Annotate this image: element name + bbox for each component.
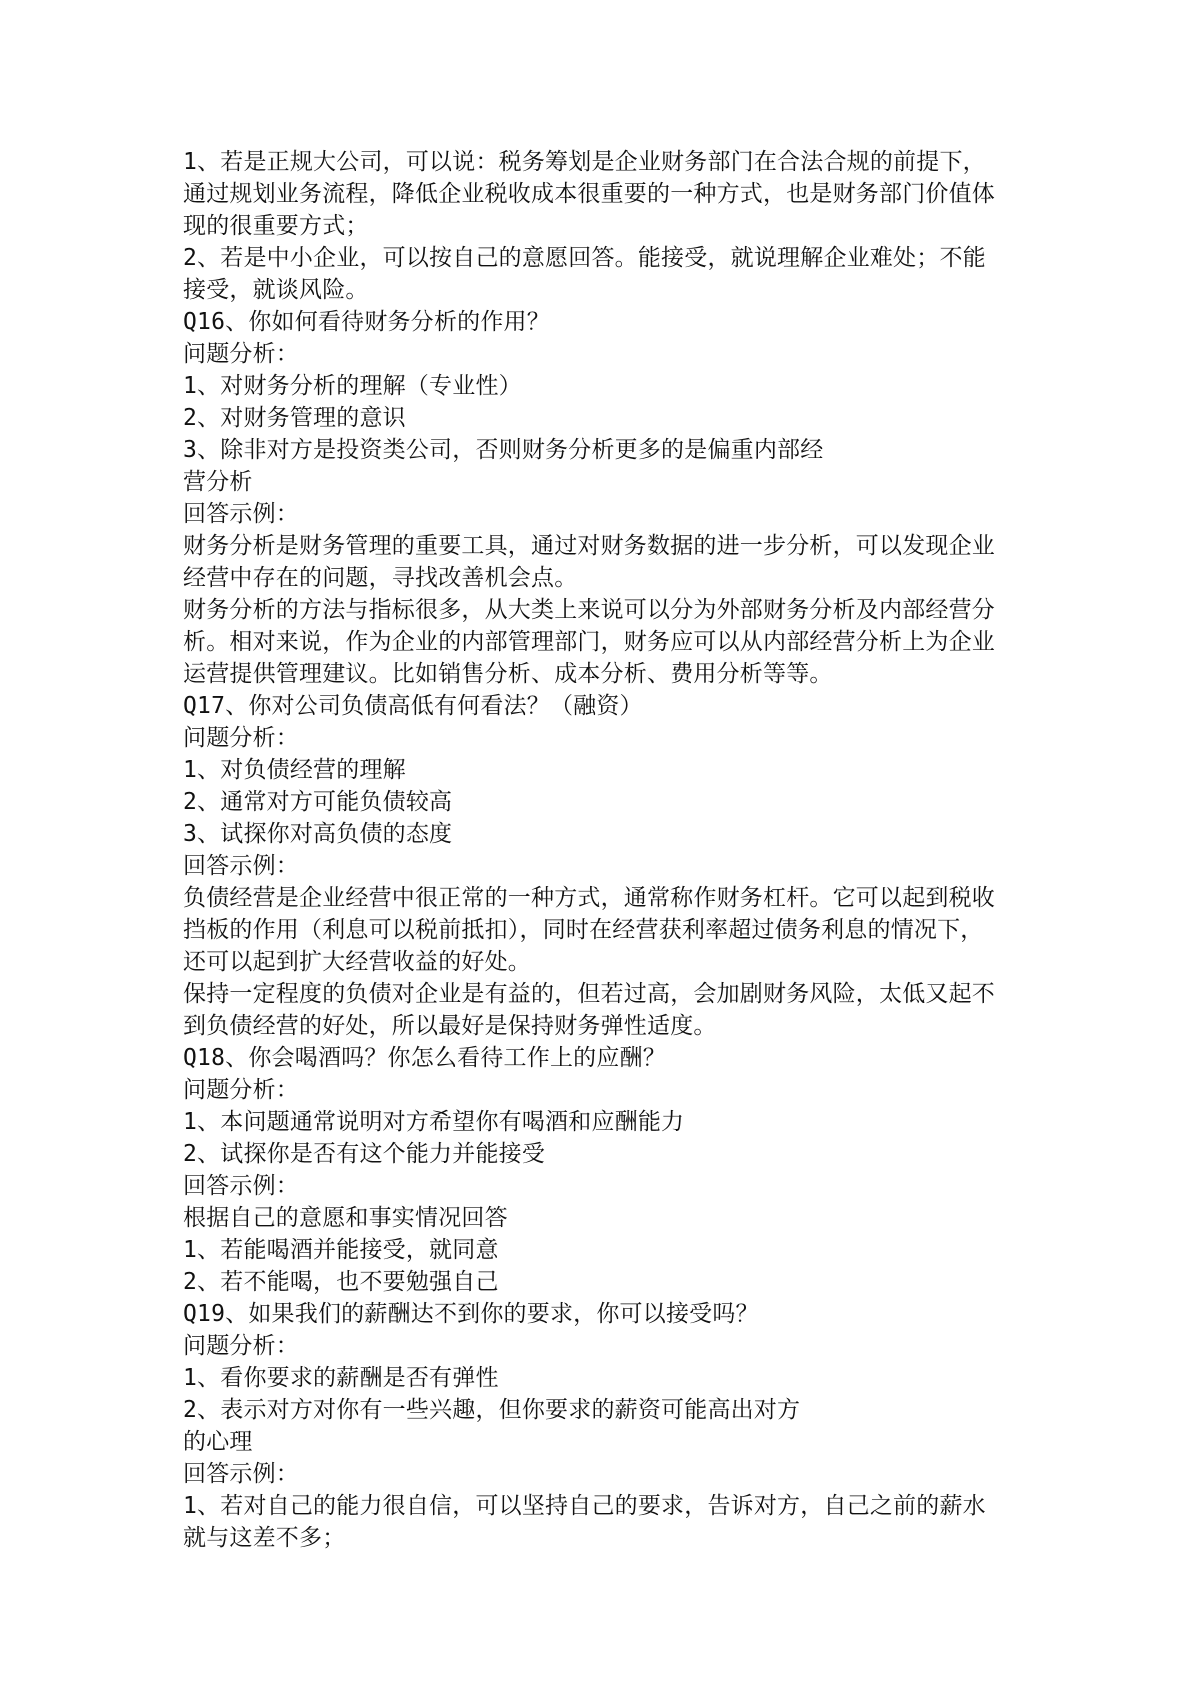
text-line: 1、若能喝酒并能接受，就同意 [183,1237,499,1263]
section-label: 问题分析： [183,1077,299,1103]
text-line: 营分析 [183,469,253,495]
document-body [183,146,1033,1554]
text-line: 3、试探你对高负债的态度 [183,821,453,847]
section-label: 回答示例： [183,1461,299,1487]
text-line: 运营提供管理建议。比如销售分析、成本分析、费用分析等等。 [183,661,833,687]
text-line: 2、试探你是否有这个能力并能接受 [183,1141,546,1167]
question-heading: Q17、你对公司负债高低有何看法？（融资） [183,693,643,719]
text-line: 财务分析的方法与指标很多，从大类上来说可以分为外部财务分析及内部经营分 [183,597,995,623]
text-line: 接受，就谈风险。 [183,277,369,303]
section-label: 回答示例： [183,1173,299,1199]
question-heading: Q18、你会喝酒吗？你怎么看待工作上的应酬？ [183,1045,666,1071]
text-line: 2、表示对方对你有一些兴趣，但你要求的薪资可能高出对方 [183,1397,801,1423]
text-line: 3、除非对方是投资类公司，否则财务分析更多的是偏重内部经 [183,437,824,463]
text-line: 负债经营是企业经营中很正常的一种方式，通常称作财务杠杆。它可以起到税收 [183,885,995,911]
section-label: 回答示例： [183,501,299,527]
text-line: 1、本问题通常说明对方希望你有喝酒和应酬能力 [183,1109,685,1135]
text-line: 还可以起到扩大经营收益的好处。 [183,949,531,975]
text-line: 2、若不能喝，也不要勉强自己 [183,1269,499,1295]
text-line: 2、通常对方可能负债较高 [183,789,453,815]
text-line: 2、对财务管理的意识 [183,405,406,431]
section-label: 问题分析： [183,341,299,367]
section-label: 问题分析： [183,725,299,751]
text-line: 析。相对来说，作为企业的内部管理部门，财务应可以从内部经营分析上为企业 [183,629,995,655]
text-line: 现的很重要方式； [183,213,369,239]
text-line: 1、若是正规大公司，可以说：税务筹划是企业财务部门在合法合规的前提下， [183,149,986,175]
text-line: 就与这差不多； [183,1525,346,1551]
text-line: 挡板的作用（利息可以税前抵扣），同时在经营获利率超过债务利息的情况下， [183,917,984,943]
text-line: 财务分析是财务管理的重要工具，通过对财务数据的进一步分析，可以发现企业 [183,533,995,559]
text-line: 2、若是中小企业，可以按自己的意愿回答。能接受，就说理解企业难处；不能 [183,245,986,271]
text-line: 根据自己的意愿和事实情况回答 [183,1205,508,1231]
text-line: 1、若对自己的能力很自信，可以坚持自己的要求，告诉对方，自己之前的薪水 [183,1493,986,1519]
question-heading: Q16、你如何看待财务分析的作用？ [183,309,550,335]
text-line: 到负债经营的好处，所以最好是保持财务弹性适度。 [183,1013,717,1039]
question-heading: Q19、如果我们的薪酬达不到你的要求，你可以接受吗？ [183,1301,759,1327]
section-label: 回答示例： [183,853,299,879]
text-line: 1、看你要求的薪酬是否有弹性 [183,1365,499,1391]
text-line: 1、对负债经营的理解 [183,757,406,783]
text-line: 通过规划业务流程，降低企业税收成本很重要的一种方式，也是财务部门价值体 [183,181,995,207]
text-line: 的心理 [183,1429,253,1455]
text-line: 1、对财务分析的理解（专业性） [183,373,522,399]
text-line: 保持一定程度的负债对企业是有益的，但若过高，会加剧财务风险，太低又起不 [183,981,995,1007]
text-line: 经营中存在的问题，寻找改善机会点。 [183,565,578,591]
section-label: 问题分析： [183,1333,299,1359]
